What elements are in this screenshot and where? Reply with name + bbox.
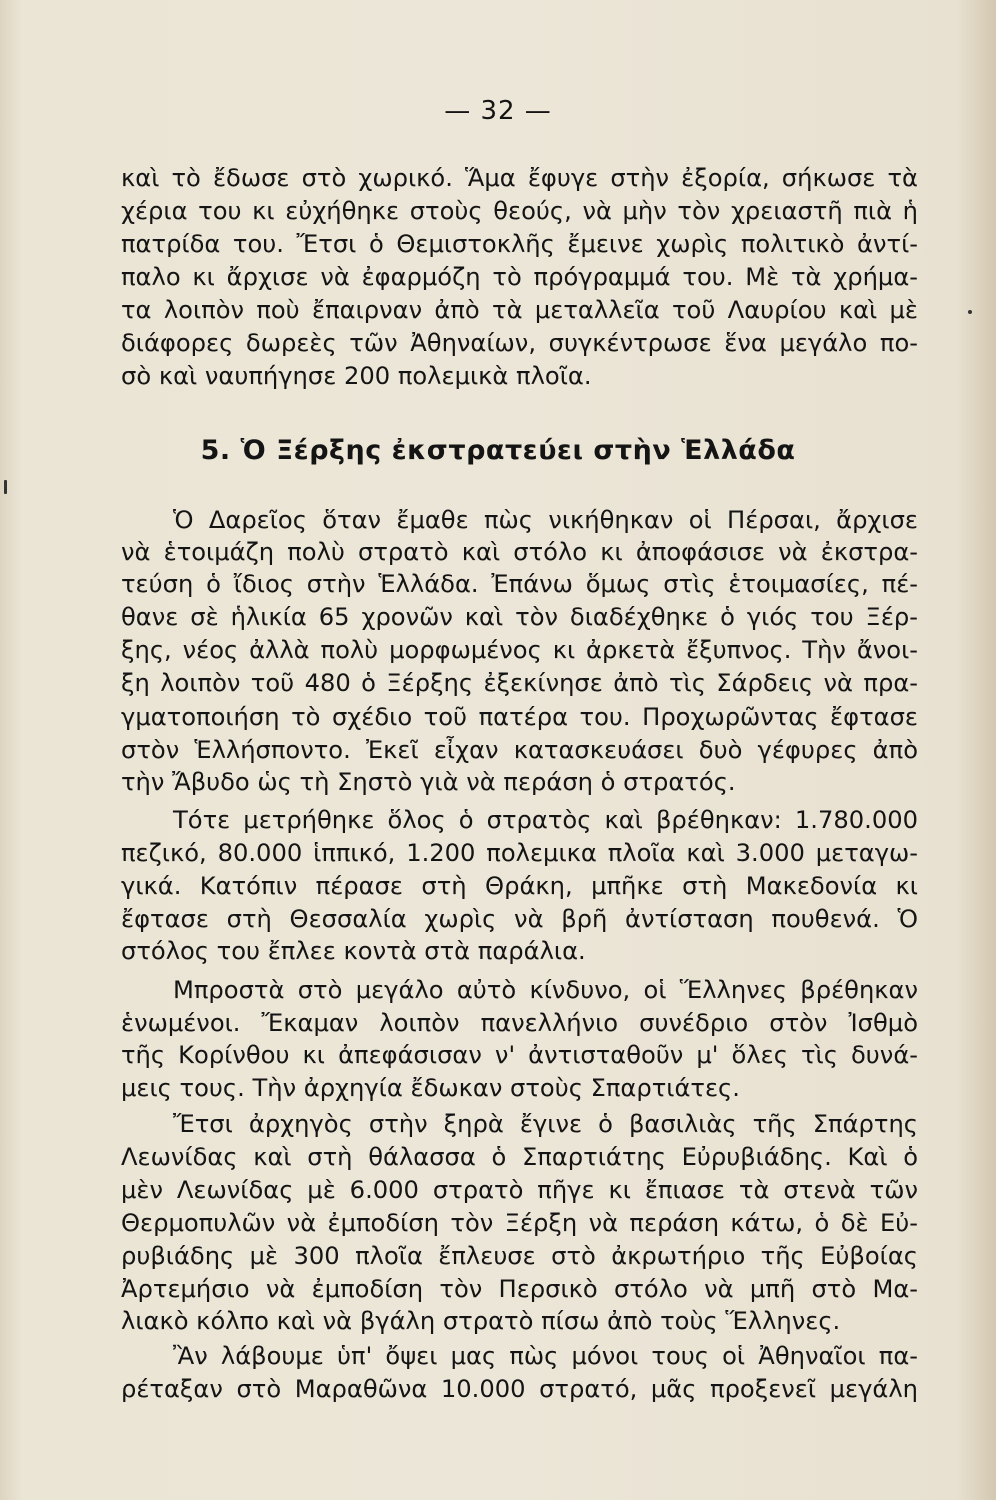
text-line: χέρια του κι εὐχήθηκε στοὺς θεούς, νὰ μὴν τὸν χρειαστῆ πιὰ ἡ — [121, 197, 918, 225]
text-line: Ὁ Δαρεῖος ὅταν ἔμαθε πὼς νικήθηκαν οἱ Πέρσαι, ἄρχισε — [173, 506, 918, 534]
text-line: τεύση ὁ ἴδιος στὴν Ἑλλάδα. Ἐπάνω ὅμως στὶς ἑτοιμασίες, πέ- — [121, 570, 918, 598]
print-speck — [4, 480, 7, 494]
text-line: σὸ καὶ ναυπήγησε 200 πολεμικὰ πλοῖα. — [121, 362, 592, 390]
print-speck — [968, 310, 972, 314]
text-line: νὰ ἑτοιμάζη πολὺ στρατὸ καὶ στόλο κι ἀποφάσισε νὰ ἐκστρα- — [121, 538, 918, 566]
text-line: γικά. Κατόπιν πέρασε στὴ Θράκη, μπῆκε στὴ Μακεδονία κι — [121, 872, 918, 900]
text-line: τα λοιπὸν ποὺ ἔπαιρναν ἀπὸ τὰ μεταλλεῖα τοῦ Λαυρίου καὶ μὲ — [121, 296, 918, 324]
text-line: ἑνωμένοι. Ἔκαμαν λοιπὸν πανελλήνιο συνέδριο στὸν Ἰσθμὸ — [121, 1009, 918, 1037]
text-line: γματοποιήση τὸ σχέδιο τοῦ πατέρα του. Προχωρῶντας ἔφτασε — [121, 703, 918, 731]
text-line: στόλος του ἔπλεε κοντὰ στὰ παράλια. — [121, 937, 586, 965]
text-line: μὲν Λεωνίδας μὲ 6.000 στρατὸ πῆγε κι ἔπιασε τὰ στενὰ τῶν — [121, 1176, 918, 1204]
text-line: τὴν Ἄβυδο ὡς τὴ Σηστὸ γιὰ νὰ περάση ὁ στρατός. — [121, 768, 736, 796]
text-line: πεζικό, 80.000 ἱππικό, 1.200 πολεμικα πλοῖα καὶ 3.000 μεταγω- — [121, 839, 918, 867]
text-line: Τότε μετρήθηκε ὅλος ὁ στρατὸς καὶ βρέθηκαν: 1.780.000 — [173, 806, 918, 834]
text-line: θανε σὲ ἡλικία 65 χρονῶν καὶ τὸν διαδέχθηκε ὁ γιός του Ξέρ- — [121, 603, 918, 631]
text-line: μεις τους. Τὴν ἀρχηγία ἔδωκαν στοὺς Σπαρτιάτες. — [121, 1074, 740, 1102]
text-line: ξη λοιπὸν τοῦ 480 ὁ Ξέρξης ἐξεκίνησε ἀπὸ τὶς Σάρδεις νὰ πρα- — [121, 669, 918, 697]
text-line: ξης, νέος ἀλλὰ πολὺ μορφωμένος κι ἀρκετὰ ἔξυπνος. Τὴν ἄνοι- — [121, 636, 918, 664]
text-line: τῆς Κορίνθου κι ἀπεφάσισαν ν' ἀντισταθοῦν μ' ὅλες τὶς δυνά- — [121, 1041, 918, 1069]
section-heading: 5. Ὁ Ξέρξης ἐκστρατεύει στὴν Ἑλλάδα — [200, 435, 796, 466]
text-line: Λεωνίδας καὶ στὴ θάλασσα ὁ Σπαρτιάτης Εὐρυβιάδης. Καὶ ὁ — [121, 1143, 918, 1171]
text-line: Μπροστὰ στὸ μεγάλο αὐτὸ κίνδυνο, οἱ Ἕλληνες βρέθηκαν — [173, 976, 918, 1004]
text-line: παλο κι ἄρχισε νὰ ἐφαρμόζη τὸ πρόγραμμά του. Μὲ τὰ χρήμα- — [121, 263, 918, 291]
text-line: στὸν Ἑλλήσποντο. Ἐκεῖ εἶχαν κατασκευάσει δυὸ γέφυρες ἀπὸ — [121, 736, 918, 764]
text-line: καὶ τὸ ἔδωσε στὸ χωρικό. Ἅμα ἔφυγε στὴν ἐξορία, σήκωσε τὰ — [121, 164, 918, 192]
text-line: Ἂν λάβουμε ὑπ' ὄψει μας πὼς μόνοι τους οἱ Ἀθηναῖοι πα- — [173, 1342, 918, 1370]
text-line: λιακὸ κόλπο καὶ νὰ βγάλη στρατὸ πίσω ἀπὸ τοὺς Ἕλληνες. — [121, 1307, 841, 1335]
text-line: ρυβιάδης μὲ 300 πλοῖα ἔπλευσε στὸ ἀκρωτήριο τῆς Εὐβοίας — [121, 1242, 918, 1270]
text-line: Ἀρτεμήσιο νὰ ἐμποδίση τὸν Περσικὸ στόλο νὰ μπῆ στὸ Μα- — [121, 1275, 918, 1303]
text-line: ρέταξαν στὸ Μαραθῶνα 10.000 στρατό, μᾶς προξενεῖ μεγάλη — [121, 1375, 918, 1403]
page-number: — 32 — — [444, 96, 552, 126]
text-line: διάφορες δωρεὲς τῶν Ἀθηναίων, συγκέντρωσε ἕνα μεγάλο πο- — [121, 329, 918, 357]
text-line: Θερμοπυλῶν νὰ ἐμποδίση τὸν Ξέρξη νὰ περάση κάτω, ὁ δὲ Εὐ- — [121, 1209, 918, 1237]
text-line: ἔφτασε στὴ Θεσσαλία χωρὶς νὰ βρῆ ἀντίσταση πουθενά. Ὁ — [121, 905, 918, 933]
text-line: πατρίδα του. Ἔτσι ὁ Θεμιστοκλῆς ἔμεινε χωρὶς πολιτικὸ ἀντί- — [121, 230, 918, 258]
text-line: Ἔτσι ἀρχηγὸς στὴν ξηρὰ ἔγινε ὁ βασιλιὰς τῆς Σπάρτης — [173, 1110, 918, 1138]
